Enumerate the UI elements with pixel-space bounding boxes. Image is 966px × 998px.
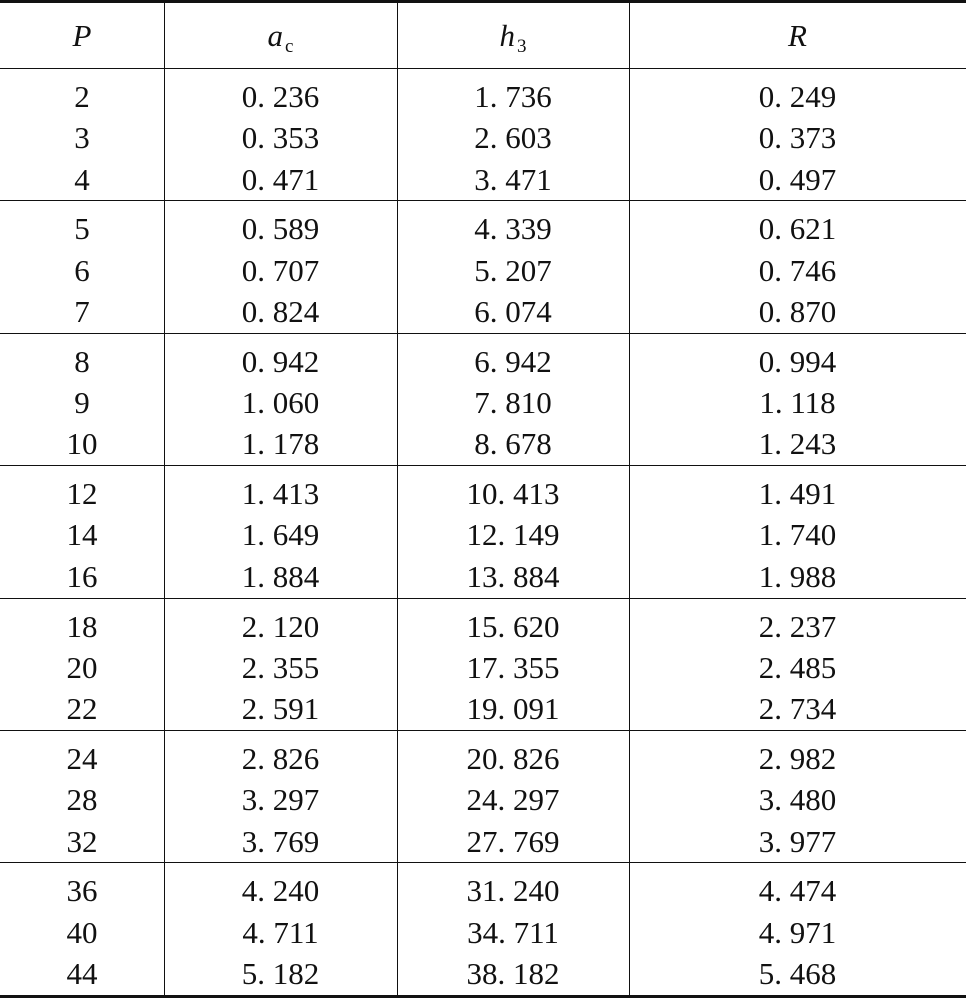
- cell-ac: 0. 707: [241, 252, 320, 288]
- cell-h3: 6. 942: [474, 343, 552, 379]
- cell-p: 3: [74, 120, 90, 156]
- cell-r: 2. 237: [758, 608, 837, 644]
- cell-r: 0. 746: [758, 252, 837, 288]
- cell-r: 0. 497: [758, 161, 837, 197]
- header-h3: h $_3$: [499, 18, 527, 57]
- cell-r: 1. 118: [759, 385, 836, 421]
- cell-p: 2: [74, 79, 90, 114]
- row-group: [0, 731, 966, 863]
- cell-p: 20: [66, 649, 98, 685]
- cell-ac: 4. 240: [241, 873, 320, 909]
- cell-p: 4: [74, 161, 90, 197]
- cell-h3: 6. 074: [474, 293, 552, 329]
- cell-r: 5. 468: [758, 955, 837, 991]
- cell-ac: 4. 711: [242, 914, 319, 950]
- cell-p: 10: [66, 426, 98, 462]
- cell-h3: 5. 207: [474, 252, 552, 288]
- cell-ac: 2. 826: [241, 741, 320, 776]
- row-group: [0, 334, 966, 466]
- cell-ac: 1. 649: [241, 517, 320, 553]
- cell-ac: 0. 942: [241, 343, 320, 379]
- cell-h3: 10. 413: [466, 476, 560, 512]
- header-r: R: [788, 18, 807, 53]
- cell-p: 18: [66, 608, 98, 644]
- cell-h3: 2. 603: [474, 120, 552, 156]
- cell-p: 44: [66, 955, 98, 991]
- cell-h3: 31. 240: [466, 873, 560, 909]
- row-group: [0, 863, 966, 995]
- cell-p: 8: [74, 343, 90, 379]
- cell-r: 0. 870: [758, 293, 837, 329]
- cell-r: 4. 971: [758, 914, 837, 950]
- cell-p: 24: [66, 741, 98, 776]
- cell-h3: 1. 736: [474, 79, 552, 114]
- cell-ac: 3. 769: [241, 823, 320, 859]
- cell-p: 36: [66, 873, 98, 909]
- cell-p: 28: [66, 782, 98, 818]
- cell-p: 22: [66, 691, 98, 727]
- cell-r: 2. 734: [758, 691, 837, 727]
- cell-h3: 17. 355: [466, 649, 560, 685]
- cell-h3: 15. 620: [466, 608, 560, 644]
- cell-p: 40: [66, 914, 98, 950]
- row-group: [0, 599, 966, 731]
- cell-r: 4. 474: [758, 873, 837, 909]
- cell-r: 2. 485: [758, 649, 837, 685]
- cell-r: 1. 243: [758, 426, 837, 462]
- cell-p: 14: [66, 517, 98, 553]
- cell-h3: 27. 769: [466, 823, 560, 859]
- cell-p: 7: [74, 293, 90, 329]
- header-p: P: [72, 18, 92, 53]
- cell-p: 6: [74, 252, 90, 288]
- cell-r: 1. 988: [758, 558, 837, 594]
- cell-p: 12: [66, 476, 98, 512]
- cell-r: 0. 249: [758, 79, 837, 114]
- cell-r: 3. 480: [758, 782, 837, 818]
- cell-ac: 2. 120: [241, 608, 320, 644]
- cell-ac: 2. 355: [241, 649, 320, 685]
- cell-r: 0. 621: [758, 211, 837, 247]
- cell-ac: 2. 591: [241, 691, 320, 727]
- cell-ac: 1. 884: [241, 558, 320, 594]
- cell-r: 2. 982: [758, 741, 837, 776]
- cell-h3: 7. 810: [474, 385, 552, 421]
- cell-ac: 0. 589: [241, 211, 320, 247]
- cell-h3: 13. 884: [466, 558, 560, 594]
- row-group: [0, 466, 966, 598]
- cell-p: 32: [66, 823, 98, 859]
- cell-h3: 34. 711: [467, 914, 559, 950]
- cell-p: 16: [66, 558, 98, 594]
- cell-p: 9: [74, 385, 90, 421]
- cell-ac: 1. 413: [241, 476, 320, 512]
- cell-ac: 5. 182: [241, 955, 320, 991]
- cell-ac: 0. 353: [241, 120, 320, 156]
- cell-h3: 3. 471: [474, 161, 552, 197]
- cell-h3: 12. 149: [466, 517, 560, 553]
- cell-h3: 20. 826: [466, 741, 560, 776]
- cell-ac: 0. 824: [241, 293, 320, 329]
- cell-h3: 38. 182: [466, 955, 560, 991]
- table-header: [0, 3, 966, 69]
- cell-h3: 24. 297: [466, 782, 560, 818]
- header-ac: a $_c$: [267, 18, 294, 57]
- cell-r: 1. 491: [758, 476, 837, 512]
- cell-ac: 0. 236: [241, 79, 320, 114]
- cell-h3: 4. 339: [474, 211, 552, 247]
- cell-ac: 1. 060: [241, 385, 320, 421]
- cell-p: 5: [74, 211, 90, 247]
- row-group: [0, 69, 966, 201]
- cell-ac: 1. 178: [241, 426, 320, 462]
- cell-h3: 19. 091: [466, 691, 560, 727]
- cell-r: 1. 740: [758, 517, 837, 553]
- cell-h3: 8. 678: [474, 426, 552, 462]
- row-group: [0, 201, 966, 333]
- cell-ac: 0. 471: [241, 161, 320, 197]
- cell-ac: 3. 297: [241, 782, 320, 818]
- cell-r: 3. 977: [758, 823, 837, 859]
- cell-r: 0. 994: [758, 343, 837, 379]
- cell-r: 0. 373: [758, 120, 837, 156]
